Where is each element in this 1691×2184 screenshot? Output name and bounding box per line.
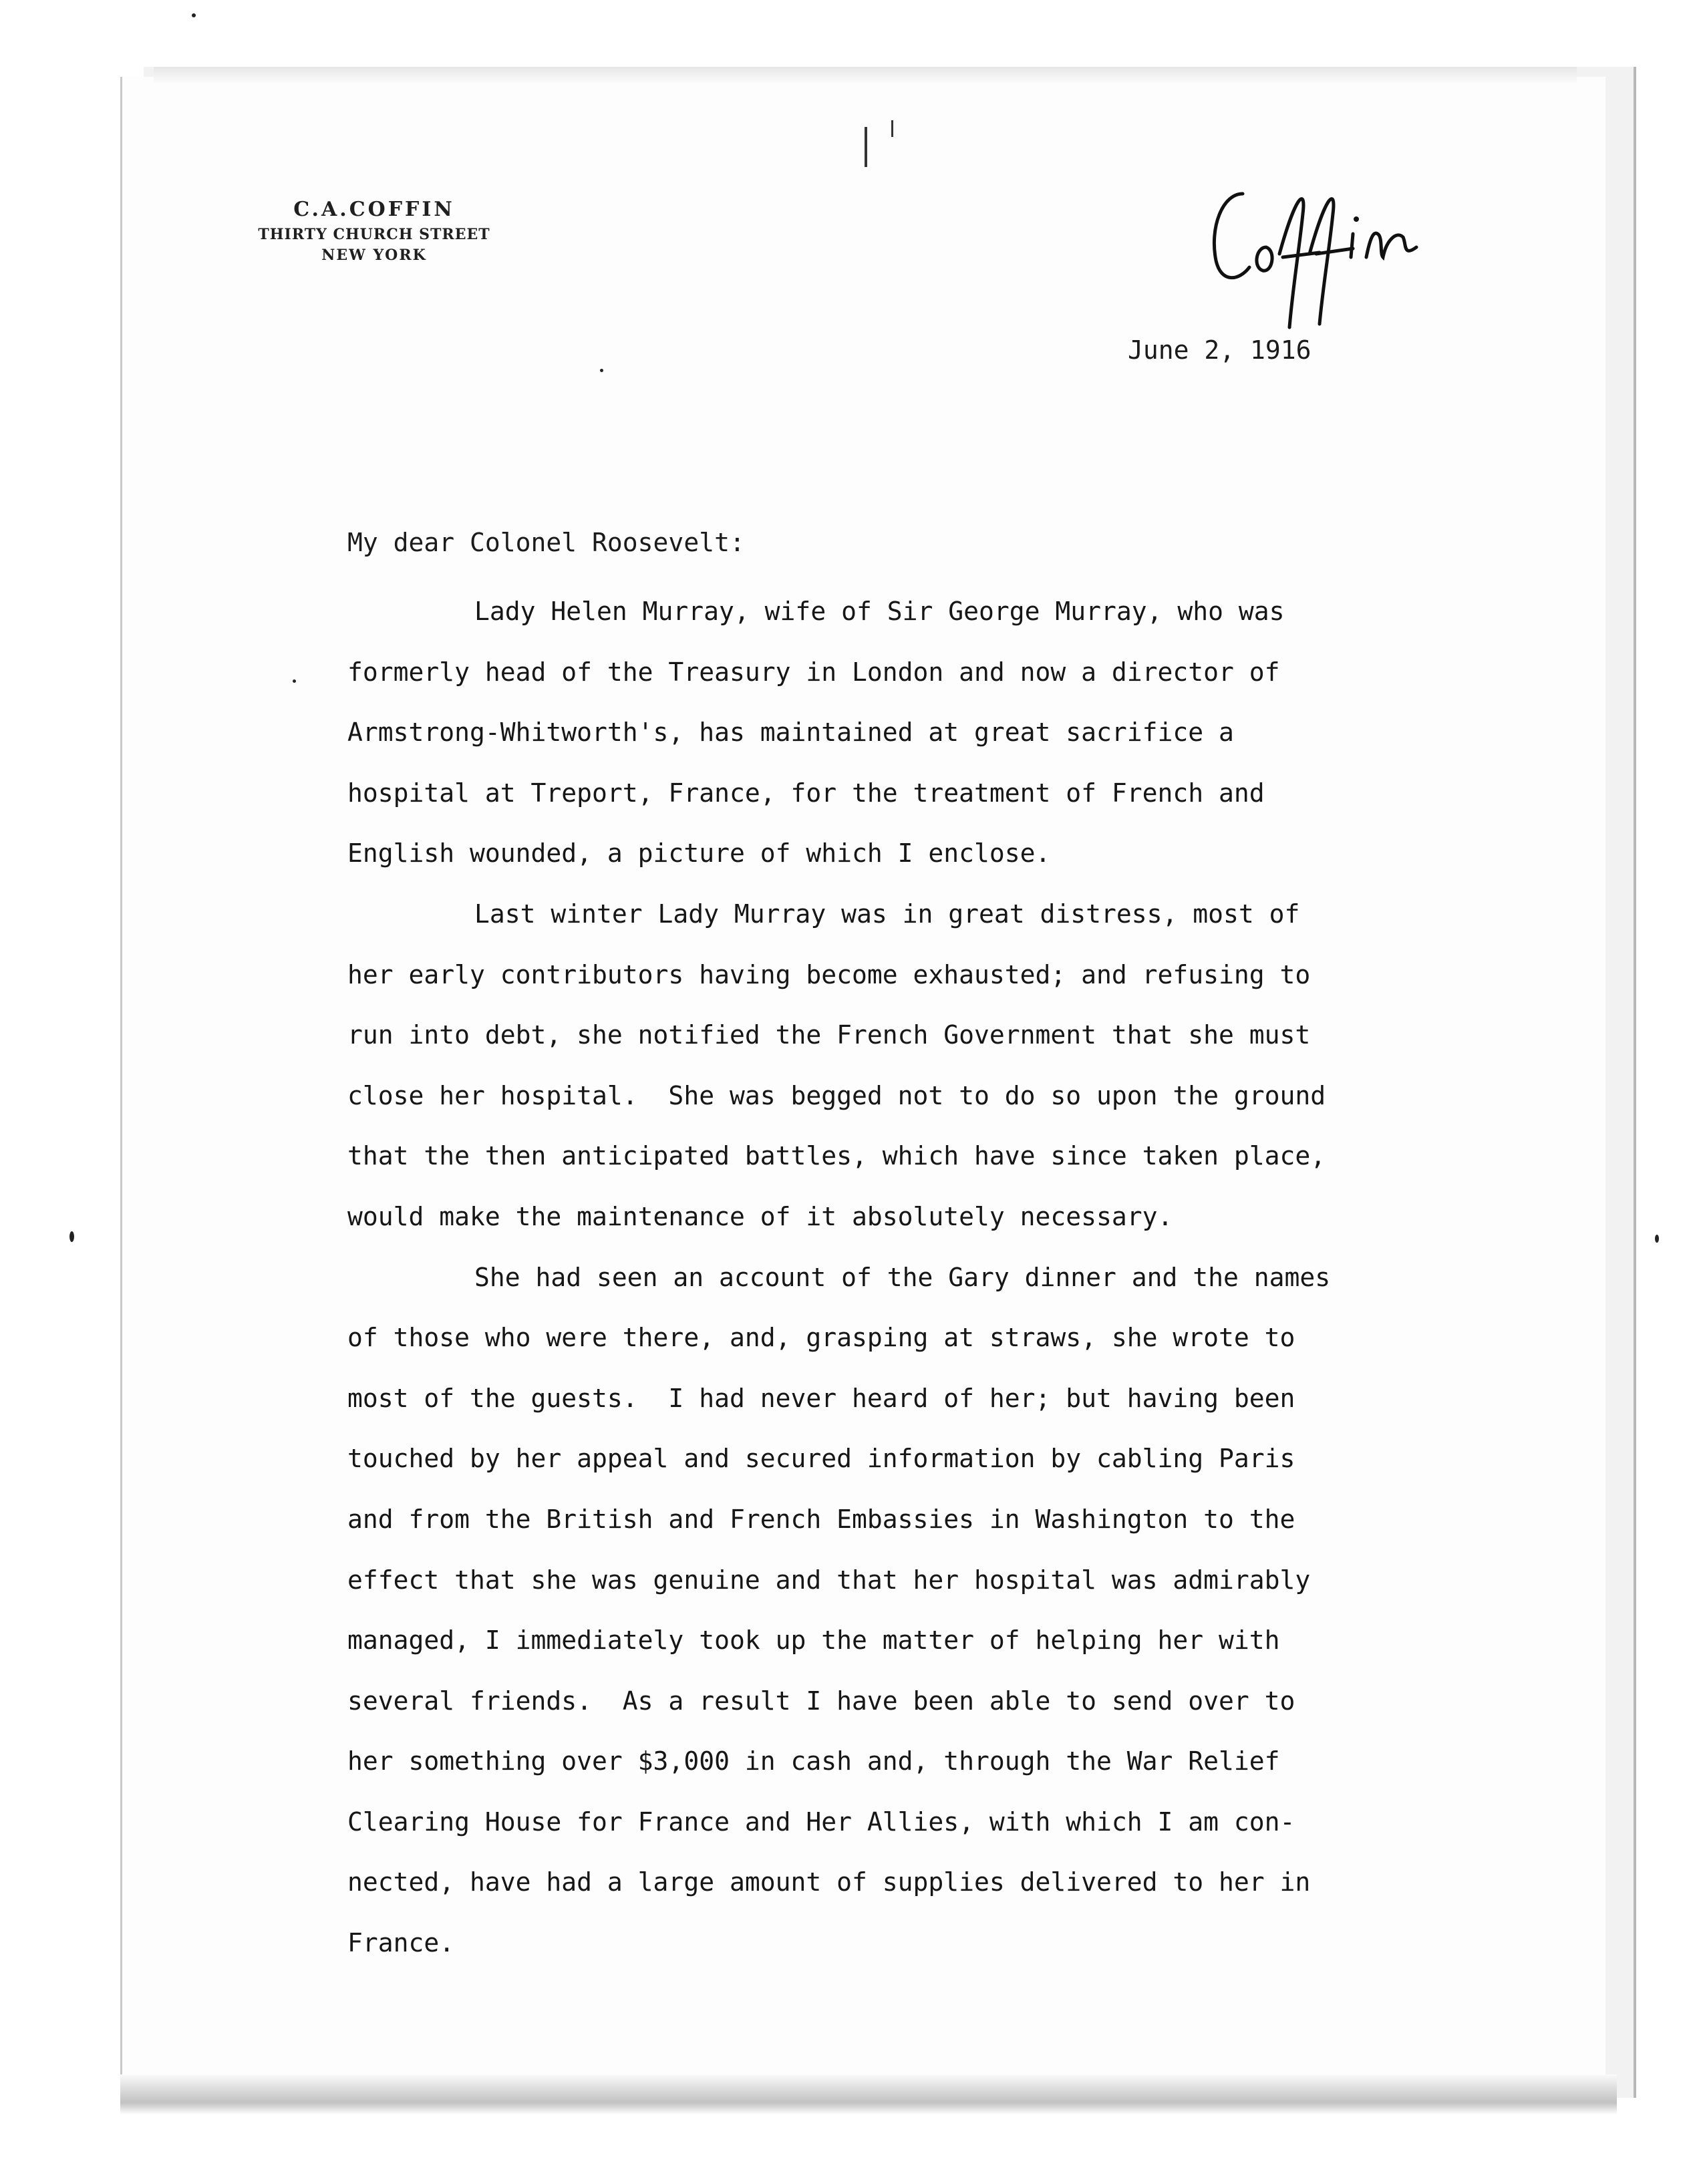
body-line: France. bbox=[347, 1928, 455, 1958]
body-line: She had seen an account of the Gary dinner and the names bbox=[474, 1262, 1331, 1292]
letter-date: June 2, 1916 bbox=[1128, 335, 1312, 365]
letterhead-street: THIRTY CHURCH STREET bbox=[258, 225, 490, 243]
scan-tick-mark bbox=[865, 127, 867, 167]
scan-speck bbox=[600, 369, 603, 372]
body-line: her early contributors having become exhausted; and refusing to bbox=[347, 959, 1311, 989]
body-line: several friends. As a result I have been able to send over to bbox=[347, 1686, 1295, 1716]
body-line: managed, I immediately took up the matter of helping her with bbox=[347, 1625, 1280, 1656]
letterhead bbox=[200, 195, 548, 267]
body-line: would make the maintenance of it absolutely necessary. bbox=[347, 1201, 1173, 1231]
scan-speck bbox=[293, 679, 296, 683]
handwritten-coffin-signature bbox=[1203, 167, 1456, 341]
letter-body bbox=[347, 581, 1517, 1974]
body-line: run into debt, she notified the French Government that she must bbox=[347, 1020, 1311, 1050]
body-line: her something over $3,000 in cash and, through the War Relief bbox=[347, 1746, 1280, 1776]
body-line: formerly head of the Treasury in London and now a director of bbox=[347, 657, 1280, 687]
page-top-shadow bbox=[154, 67, 1577, 84]
body-line: Clearing House for France and Her Allies, with which I am con- bbox=[347, 1807, 1295, 1837]
scan-speck bbox=[69, 1231, 74, 1242]
body-line: touched by her appeal and secured information by cabling Paris bbox=[347, 1444, 1295, 1474]
body-line: Lady Helen Murray, wife of Sir George Murray, who was bbox=[474, 597, 1285, 626]
body-line: Armstrong-Whitworth's, has maintained at great sacrifice a bbox=[347, 718, 1234, 748]
body-line: English wounded, a picture of which I enclose. bbox=[347, 838, 1051, 869]
body-line: most of the guests. I had never heard of her; but having been bbox=[347, 1383, 1295, 1413]
body-line: that the then anticipated battles, which have since taken place, bbox=[347, 1141, 1326, 1171]
page-bottom-shadow bbox=[120, 2074, 1617, 2115]
body-line: and from the British and French Embassies in Washington to the bbox=[347, 1504, 1295, 1534]
signature-text: Coffin bbox=[1203, 167, 1205, 168]
scan-speck bbox=[192, 13, 196, 17]
body-line: Last winter Lady Murray was in great distress, most of bbox=[474, 899, 1300, 929]
letterhead-city: NEW YORK bbox=[321, 247, 427, 265]
scan-speck bbox=[1655, 1235, 1659, 1243]
body-line: nected, have had a large amount of supplies delivered to her in bbox=[347, 1867, 1311, 1897]
salutation: My dear Colonel Roosevelt: bbox=[347, 528, 745, 557]
body-line: close her hospital. She was begged not to do so upon the ground bbox=[347, 1080, 1326, 1110]
body-line: effect that she was genuine and that her hospital was admirably bbox=[347, 1565, 1311, 1595]
body-line: of those who were there, and, grasping at straws, she wrote to bbox=[347, 1323, 1295, 1353]
body-line: hospital at Treport, France, for the treatment of French and bbox=[347, 778, 1265, 808]
scan-tick-mark bbox=[891, 120, 893, 137]
letterhead-name: C.A.COFFIN bbox=[293, 198, 455, 221]
